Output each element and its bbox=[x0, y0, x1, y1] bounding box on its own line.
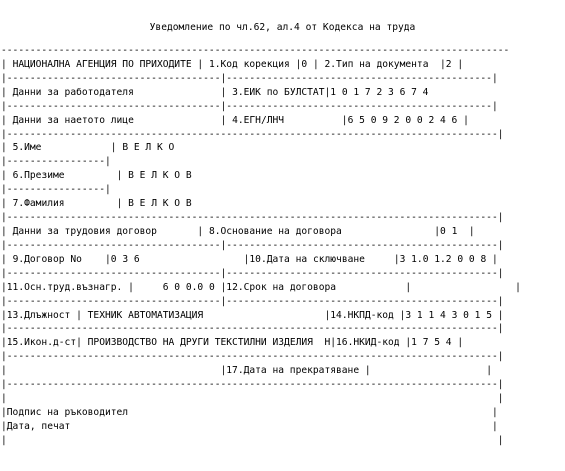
contract-basis-label: 8.Основание на договора bbox=[208, 225, 342, 237]
employer-data-label: Данни за работодателя bbox=[12, 86, 134, 98]
base-salary-label: 11.Осн.труд.възнагр. bbox=[6, 281, 123, 293]
position-value: ТЕХНИК АВТОМАТИЗАЦИЯ bbox=[87, 309, 204, 321]
notification-form: ---------------------------------------------------------------------------------------- | НАЦИОНАЛНА АГЕНЦИЯ ПО ПРИХОДИТЕ | 1.Код корекция |0 | 2.Тип на документа |2 | |-------------------------------------|----------------------------------------------| | Данни за работодателя | 3.ЕИК по БУЛСТАТ|1 0 1 7 2 3 6 7 4 |-------------------------------------|----------------------------------------------| | Данни за наетото лице | 4.ЕГН/ЛНЧ |6 5 0 9 2 0 0 2 4 6 | |-------------------------------------------------------------------------------------| | 5.Име | В Е Л К О |-----------------| | 6.Презиме | В Е Л К О В |-----------------| | 7.Фамилия | В Е Л К О В |-------------------------------------------------------------------------------------| | Данни за трудовия договор | 8.Основание на договора |0 1 | |-------------------------------------|-----------------------------------------------| | 9.Договор No |0 3 6 |10.Дата на сключване |3 1.0 1.2 0 0 8 | |-------------------------------------|-----------------------------------------------| |11.Осн.труд.възнагр. | 6 0 0.0 0 |12.Срок на договора | | |-------------------------------------|-----------------------------------------------| |13.Длъжност | ТЕХНИК АВТОМАТИЗАЦИЯ |14.НКПД-код |3 1 1 4 3 0 1 5 | |-------------------------------------------------------------------------------------| |15.Икон.д-ст| ПРОИЗВОДСТВО НА ДРУГИ ТЕКСТИЛНИ ИЗДЕЛИЯ Н|16.НКИД-код |1 7 5 4 | |-------------------------------------------------------------------------------------| | |17.Дата на прекратяване | | |-------------------------------------------------------------------------------------| | | |Подпис на ръководител | |Дата, печат | | | bbox=[1, 45, 521, 446]
middle-name-label: 6.Презиме bbox=[12, 170, 65, 182]
contract-basis-value: 0 1 bbox=[440, 225, 458, 237]
contract-number-value: 0 3 6 bbox=[110, 253, 140, 265]
nkpd-code-value: 3 1 1 4 3 0 1 5 bbox=[405, 309, 493, 321]
economic-activity-label: 15.Икон.д-ст bbox=[6, 337, 77, 349]
conclusion-date-label: 10.Дата на сключване bbox=[249, 253, 365, 265]
nkid-code-value: 1 7 5 4 bbox=[411, 337, 452, 349]
signature-label: Подпис на ръководител bbox=[6, 406, 129, 418]
middle-name-value: В Е Л К О В bbox=[128, 170, 192, 182]
document-type-value: 2 bbox=[445, 58, 452, 70]
first-name-value: В Е Л К О bbox=[122, 142, 175, 154]
conclusion-date-value: 3 1.0 1.2 0 0 8 bbox=[399, 253, 487, 265]
nkid-code-label: 16.НКИД-код bbox=[336, 337, 400, 349]
contract-term-label: 12.Срок на договора bbox=[226, 281, 337, 293]
egn-label: 4.ЕГН/ЛНЧ bbox=[232, 114, 285, 126]
contract-number-label: 9.Договор No bbox=[12, 253, 82, 265]
economic-activity-value: ПРОИЗВОДСТВО НА ДРУГИ ТЕКСТИЛНИ ИЗДЕЛИЯ Н bbox=[87, 337, 331, 349]
egn-value: 6 5 0 9 2 0 0 2 4 6 bbox=[347, 114, 458, 126]
contract-data-label: Данни за трудовия договор bbox=[12, 225, 157, 237]
employee-data-label: Данни за наетото лице bbox=[12, 114, 134, 126]
surname-value: В Е Л К О В bbox=[128, 198, 192, 210]
eik-value: 1 0 1 7 2 3 6 7 4 bbox=[330, 86, 429, 98]
eik-label: 3.ЕИК по БУЛСТАТ bbox=[232, 86, 325, 98]
correction-code-value: 0 bbox=[301, 58, 308, 70]
correction-code-label: 1.Код корекция bbox=[208, 58, 290, 70]
date-stamp-label: Дата, печат bbox=[6, 420, 71, 432]
termination-date-label: 17.Дата на прекратяване bbox=[226, 365, 360, 377]
document-type-label: 2.Тип на документа bbox=[324, 58, 429, 70]
surname-label: 7.Фамилия bbox=[12, 198, 65, 210]
nkpd-code-label: 14.НКПД-код bbox=[330, 309, 394, 321]
first-name-label: 5.Име bbox=[12, 142, 42, 154]
document-title: Уведомление по чл.62, ал.4 от Кодекса на труда bbox=[149, 22, 416, 33]
base-salary-value: 6 0 0.0 0 bbox=[162, 281, 215, 293]
position-label: 13.Длъжност bbox=[6, 309, 71, 321]
agency-name: НАЦИОНАЛНА АГЕНЦИЯ ПО ПРИХОДИТЕ bbox=[12, 58, 192, 70]
